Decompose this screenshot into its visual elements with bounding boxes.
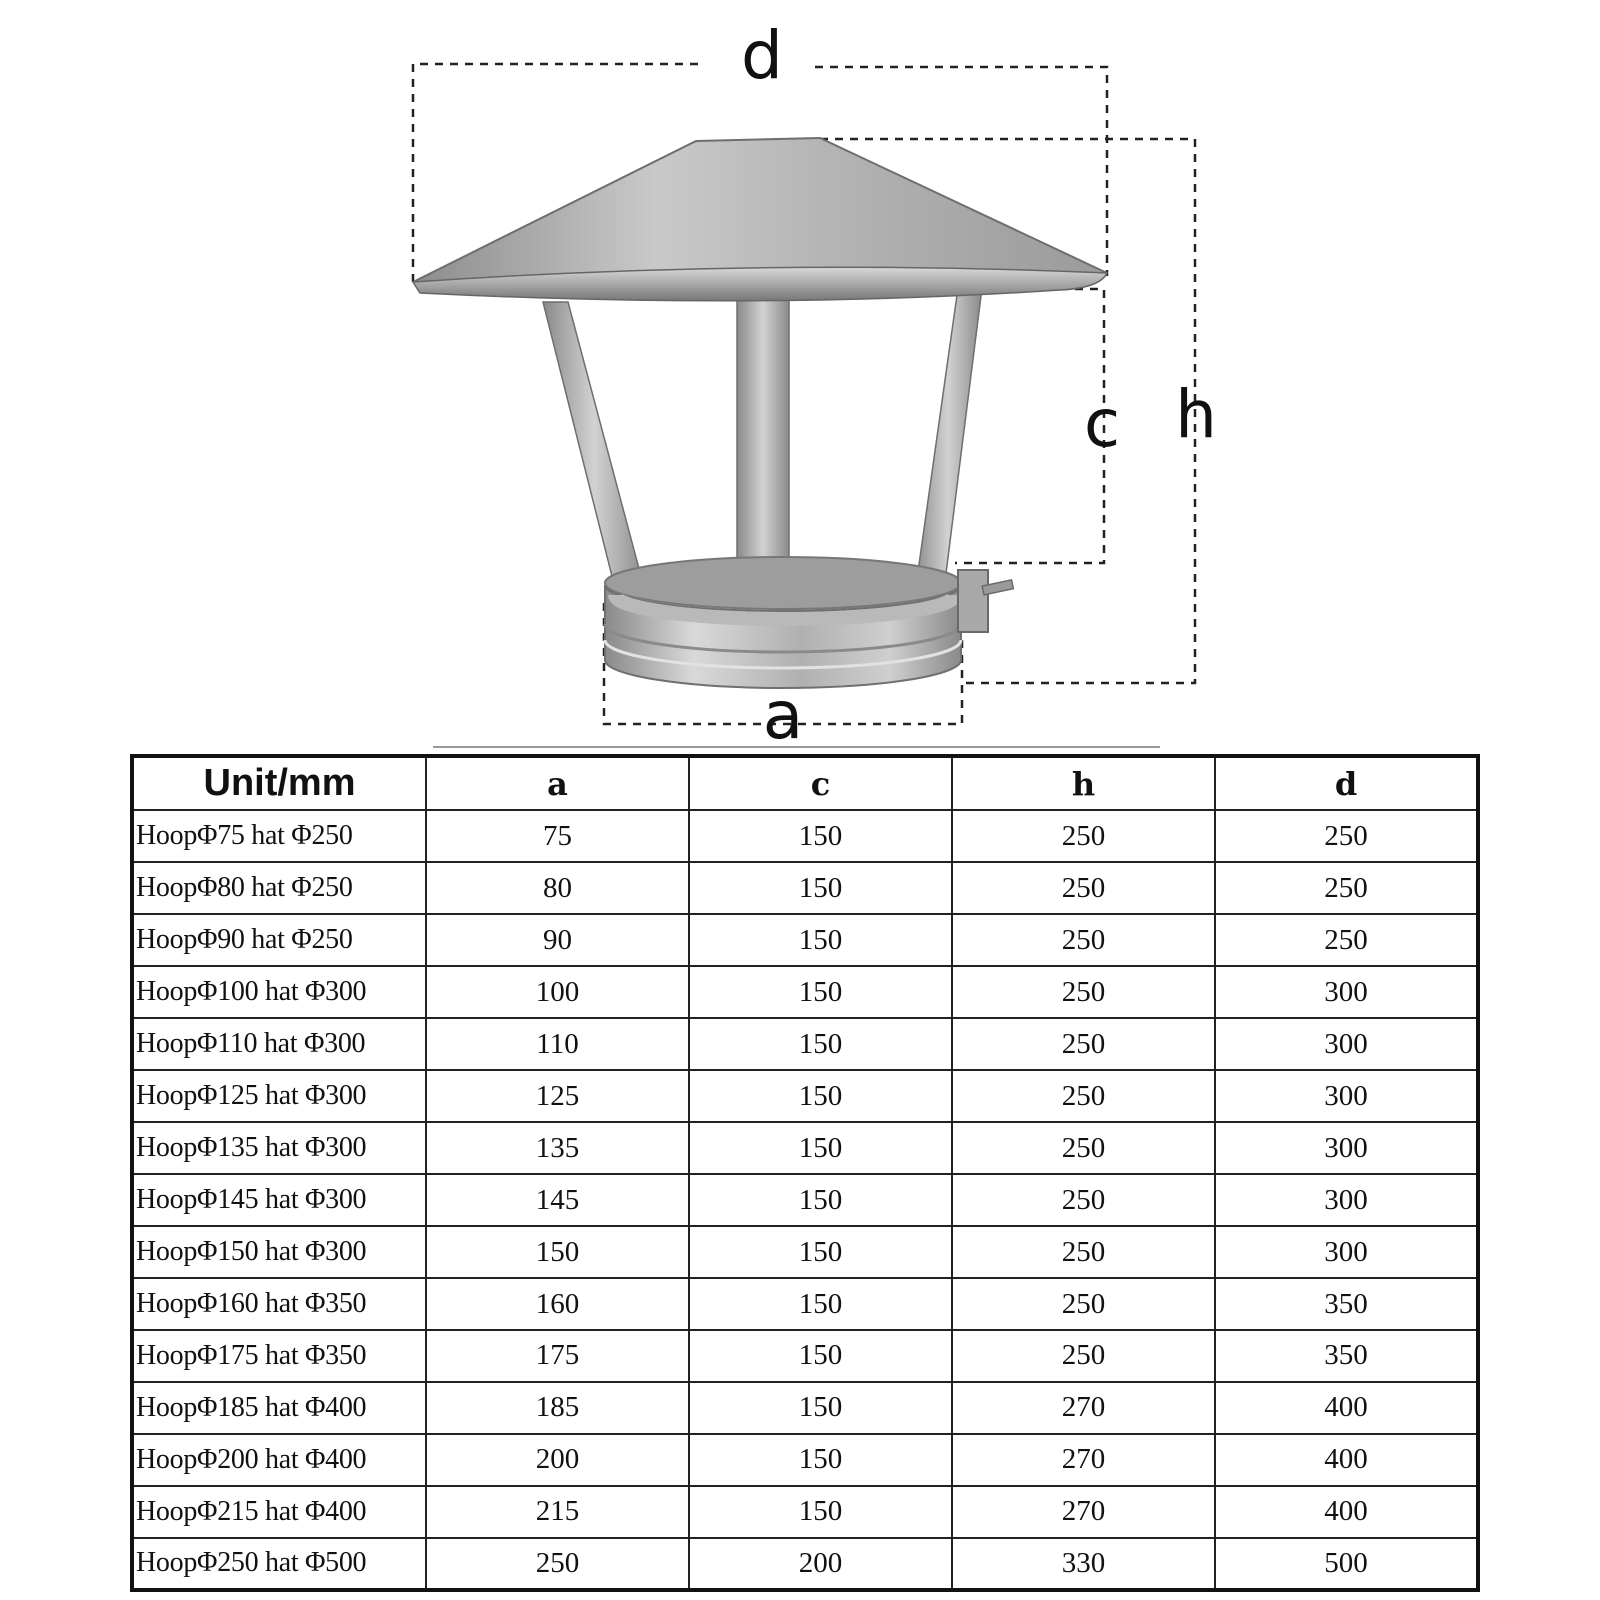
clamp-bolt bbox=[958, 570, 988, 632]
value-cell: 150 bbox=[426, 1226, 689, 1278]
size-spec-table bbox=[130, 754, 1480, 1592]
header-col-c: c bbox=[689, 756, 952, 810]
table-row bbox=[132, 1434, 1478, 1486]
value-cell: 250 bbox=[1215, 862, 1478, 914]
model-cell: HoopΦ135 hat Φ300 bbox=[132, 1122, 426, 1174]
value-cell: 270 bbox=[952, 1434, 1215, 1486]
value-cell: 250 bbox=[952, 914, 1215, 966]
value-cell: 250 bbox=[952, 1174, 1215, 1226]
cone-hat bbox=[413, 138, 1107, 282]
table-row bbox=[132, 1330, 1478, 1382]
value-cell: 250 bbox=[952, 1122, 1215, 1174]
header-col-h: h bbox=[952, 756, 1215, 810]
model-cell: HoopΦ110 hat Φ300 bbox=[132, 1018, 426, 1070]
table-row bbox=[132, 1018, 1478, 1070]
model-cell: HoopΦ160 hat Φ350 bbox=[132, 1278, 426, 1330]
value-cell: 250 bbox=[1215, 914, 1478, 966]
table-row bbox=[132, 862, 1478, 914]
header-col-d: d bbox=[1215, 756, 1478, 810]
value-cell: 145 bbox=[426, 1174, 689, 1226]
value-cell: 150 bbox=[689, 862, 952, 914]
value-cell: 400 bbox=[1215, 1434, 1478, 1486]
value-cell: 125 bbox=[426, 1070, 689, 1122]
table-row bbox=[132, 1382, 1478, 1434]
value-cell: 150 bbox=[689, 966, 952, 1018]
value-cell: 150 bbox=[689, 1330, 952, 1382]
value-cell: 250 bbox=[952, 1070, 1215, 1122]
label-a: a bbox=[762, 677, 804, 750]
value-cell: 400 bbox=[1215, 1382, 1478, 1434]
model-cell: HoopΦ80 hat Φ250 bbox=[132, 862, 426, 914]
value-cell: 150 bbox=[689, 1070, 952, 1122]
model-cell: HoopΦ250 hat Φ500 bbox=[132, 1538, 426, 1590]
value-cell: 250 bbox=[1215, 810, 1478, 862]
value-cell: 500 bbox=[1215, 1538, 1478, 1590]
value-cell: 135 bbox=[426, 1122, 689, 1174]
value-cell: 250 bbox=[952, 810, 1215, 862]
value-cell: 150 bbox=[689, 1382, 952, 1434]
value-cell: 270 bbox=[952, 1382, 1215, 1434]
value-cell: 250 bbox=[952, 1330, 1215, 1382]
value-cell: 270 bbox=[952, 1486, 1215, 1538]
header-unit: Unit/mm bbox=[132, 756, 426, 810]
table-row bbox=[132, 1174, 1478, 1226]
value-cell: 200 bbox=[426, 1434, 689, 1486]
table-row bbox=[132, 1486, 1478, 1538]
value-cell: 150 bbox=[689, 1486, 952, 1538]
model-cell: HoopΦ150 hat Φ300 bbox=[132, 1226, 426, 1278]
value-cell: 300 bbox=[1215, 966, 1478, 1018]
value-cell: 150 bbox=[689, 1278, 952, 1330]
table-row bbox=[132, 1278, 1478, 1330]
model-cell: HoopΦ125 hat Φ300 bbox=[132, 1070, 426, 1122]
label-d: d bbox=[741, 17, 783, 94]
table-row bbox=[132, 810, 1478, 862]
value-cell: 250 bbox=[952, 862, 1215, 914]
model-cell: HoopΦ185 hat Φ400 bbox=[132, 1382, 426, 1434]
value-cell: 90 bbox=[426, 914, 689, 966]
table-header-row bbox=[132, 756, 1478, 810]
table-row bbox=[132, 1122, 1478, 1174]
value-cell: 400 bbox=[1215, 1486, 1478, 1538]
value-cell: 350 bbox=[1215, 1278, 1478, 1330]
model-cell: HoopΦ215 hat Φ400 bbox=[132, 1486, 426, 1538]
right-leg bbox=[914, 288, 982, 605]
model-cell: HoopΦ75 hat Φ250 bbox=[132, 810, 426, 862]
value-cell: 250 bbox=[952, 1278, 1215, 1330]
value-cell: 250 bbox=[952, 1018, 1215, 1070]
value-cell: 175 bbox=[426, 1330, 689, 1382]
value-cell: 150 bbox=[689, 1434, 952, 1486]
table-row bbox=[132, 966, 1478, 1018]
value-cell: 150 bbox=[689, 1122, 952, 1174]
value-cell: 250 bbox=[952, 1226, 1215, 1278]
model-cell: HoopΦ90 hat Φ250 bbox=[132, 914, 426, 966]
chimney-cap-illustration bbox=[413, 138, 1107, 688]
value-cell: 150 bbox=[689, 1174, 952, 1226]
value-cell: 200 bbox=[689, 1538, 952, 1590]
value-cell: 150 bbox=[689, 810, 952, 862]
value-cell: 300 bbox=[1215, 1070, 1478, 1122]
value-cell: 215 bbox=[426, 1486, 689, 1538]
table-row bbox=[132, 1226, 1478, 1278]
model-cell: HoopΦ100 hat Φ300 bbox=[132, 966, 426, 1018]
label-c: c bbox=[1083, 385, 1121, 462]
table-row bbox=[132, 1538, 1478, 1590]
value-cell: 300 bbox=[1215, 1122, 1478, 1174]
value-cell: 110 bbox=[426, 1018, 689, 1070]
value-cell: 250 bbox=[426, 1538, 689, 1590]
chimney-cap-diagram bbox=[0, 0, 1600, 750]
table-row bbox=[132, 1070, 1478, 1122]
value-cell: 300 bbox=[1215, 1226, 1478, 1278]
header-col-a: a bbox=[426, 756, 689, 810]
value-cell: 160 bbox=[426, 1278, 689, 1330]
model-cell: HoopΦ175 hat Φ350 bbox=[132, 1330, 426, 1382]
value-cell: 150 bbox=[689, 1226, 952, 1278]
value-cell: 250 bbox=[952, 966, 1215, 1018]
value-cell: 330 bbox=[952, 1538, 1215, 1590]
value-cell: 300 bbox=[1215, 1018, 1478, 1070]
value-cell: 150 bbox=[689, 1018, 952, 1070]
left-leg bbox=[543, 302, 646, 600]
label-h: h bbox=[1175, 376, 1217, 453]
value-cell: 300 bbox=[1215, 1174, 1478, 1226]
value-cell: 100 bbox=[426, 966, 689, 1018]
model-cell: HoopΦ145 hat Φ300 bbox=[132, 1174, 426, 1226]
model-cell: HoopΦ200 hat Φ400 bbox=[132, 1434, 426, 1486]
value-cell: 75 bbox=[426, 810, 689, 862]
value-cell: 185 bbox=[426, 1382, 689, 1434]
value-cell: 150 bbox=[689, 914, 952, 966]
value-cell: 80 bbox=[426, 862, 689, 914]
table-row bbox=[132, 914, 1478, 966]
value-cell: 350 bbox=[1215, 1330, 1478, 1382]
center-pole bbox=[737, 297, 789, 572]
